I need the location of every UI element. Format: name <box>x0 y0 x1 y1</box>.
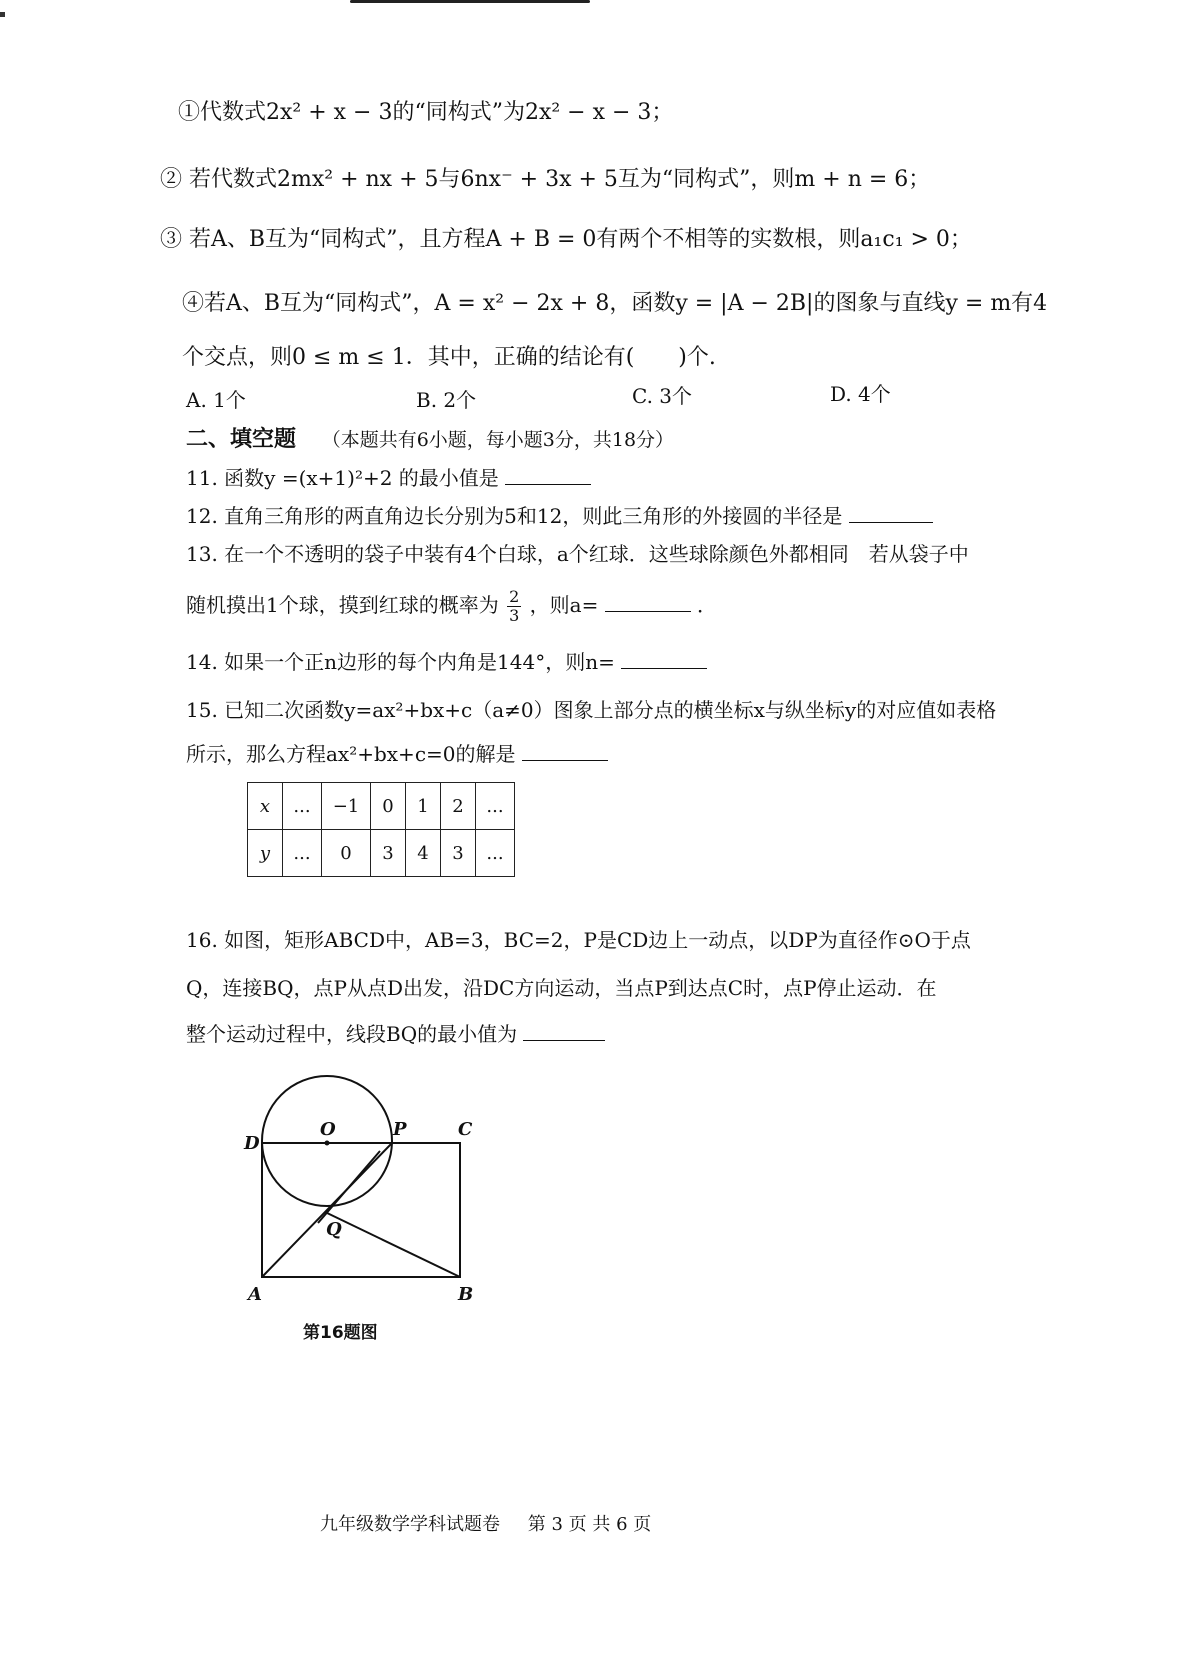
line-pq <box>318 1151 380 1223</box>
table-cell: 0 <box>371 783 406 830</box>
choice-b: B. 2个 <box>416 388 477 412</box>
table-cell: ... <box>476 830 515 877</box>
table-cell: 2 <box>441 783 476 830</box>
choice-d: D. 4个 <box>830 382 891 406</box>
section-note: （本题共有6小题，每小题3分，共18分） <box>321 429 675 451</box>
value-table <box>247 782 515 877</box>
question-15-line-2 <box>186 738 608 767</box>
choice-a: A. 1个 <box>186 388 246 412</box>
top-edge-rule <box>350 0 590 3</box>
label-p: P <box>393 1119 407 1140</box>
question-16-line-3 <box>186 1018 605 1047</box>
table-cell: 3 <box>441 830 476 877</box>
section-heading <box>186 422 674 453</box>
table-cell: ... <box>283 830 322 877</box>
table-cell: ... <box>283 783 322 830</box>
question-13-line-2 <box>186 588 717 625</box>
answer-blank <box>505 466 591 485</box>
table-cell: ... <box>476 783 515 830</box>
table-cell: −1 <box>322 783 371 830</box>
answer-blank <box>849 504 933 523</box>
question-13-text-a: 随机摸出1个球，摸到红球的概率为 <box>186 593 499 617</box>
rectangle-abcd <box>262 1143 460 1277</box>
question-13-line-1: 13. 在一个不透明的袋子中装有4个白球，a个红球．这些球除颜色外都相同 若从袋子中 <box>186 542 969 566</box>
answer-blank <box>621 650 707 669</box>
table-row <box>248 830 515 877</box>
question-11-text: 11. 函数y =(x+1)²+2 的最小值是 <box>186 466 499 490</box>
fraction-numerator: 2 <box>509 587 520 606</box>
table-cell: 3 <box>371 830 406 877</box>
question-14-text: 14. 如果一个正n边形的每个内角是144°，则n= <box>186 650 615 674</box>
footer-title: 九年级数学学科试题卷 <box>320 1514 500 1535</box>
statement-2: ② 若代数式2mx² + nx + 5与6nx⁻ + 3x + 5互为“同构式”，则m + n = 6； <box>160 167 931 192</box>
label-a: A <box>248 1284 262 1305</box>
statement-1: ①代数式2x² + x − 3的“同构式”为2x² − x − 3； <box>178 100 674 125</box>
segment-bq <box>325 1212 460 1277</box>
answer-blank <box>523 1022 605 1041</box>
table-cell: 0 <box>322 830 371 877</box>
table-cell: y <box>248 830 283 877</box>
center-point-o <box>325 1141 330 1146</box>
choice-c: C. 3个 <box>632 384 693 408</box>
section-title: 二、填空题 <box>186 426 297 452</box>
footer-page-number: 第 3 页 共 6 页 <box>527 1514 652 1535</box>
table-cell: 4 <box>406 830 441 877</box>
page-footer <box>320 1510 673 1536</box>
question-15-text: 所示，那么方程ax²+bx+c=0的解是 <box>186 742 516 766</box>
fraction-denominator: 3 <box>509 606 520 625</box>
question-12-text: 12. 直角三角形的两直角边长分别为5和12，则此三角形的外接圆的半径是 <box>186 504 843 528</box>
label-b: B <box>458 1284 474 1305</box>
probability-fraction <box>507 588 521 625</box>
table-cell: 1 <box>406 783 441 830</box>
label-q: Q <box>326 1219 342 1240</box>
label-o: O <box>320 1119 336 1140</box>
statement-3: ③ 若A、B互为“同构式”，且方程A + B = 0有两个不相等的实数根，则a₁c₁ > 0； <box>160 227 972 252</box>
question-12 <box>186 500 933 529</box>
answer-blank <box>605 593 691 612</box>
table-cell: x <box>248 783 283 830</box>
label-c: C <box>458 1119 473 1140</box>
question-16-line-2: Q，连接BQ，点P从点D出发，沿DC方向运动，当点P到达点C时，点P停止运动．在 <box>186 976 937 1000</box>
question-13-text-b: ，则a= <box>529 593 599 617</box>
scan-mark <box>0 12 5 17</box>
geometry-figure <box>230 1075 490 1310</box>
line-ap <box>262 1143 392 1277</box>
question-16-text: 整个运动过程中，线段BQ的最小值为 <box>186 1022 518 1046</box>
question-11 <box>186 462 591 491</box>
question-16-line-1: 16. 如图，矩形ABCD中，AB=3，BC=2，P是CD边上一动点，以DP为直径作⊙O于点 <box>186 928 971 952</box>
question-13-end: ． <box>697 593 718 617</box>
question-14 <box>186 646 707 675</box>
figure-caption: 第16题图 <box>303 1323 378 1343</box>
label-d: D <box>244 1133 260 1154</box>
statement-4-line-2: 个交点，则0 ≤ m ≤ 1．其中，正确的结论有( )个. <box>182 345 716 370</box>
statement-4-line-1: ④若A、B互为“同构式”，A = x² − 2x + 8，函数y = |A − 2B|的图象与直线y = m有4 <box>182 291 1048 316</box>
answer-blank <box>522 742 608 761</box>
question-15-line-1: 15. 已知二次函数y=ax²+bx+c（a≠0）图象上部分点的横坐标x与纵坐标y的对应值如表格 <box>186 698 997 722</box>
table-row <box>248 783 515 830</box>
